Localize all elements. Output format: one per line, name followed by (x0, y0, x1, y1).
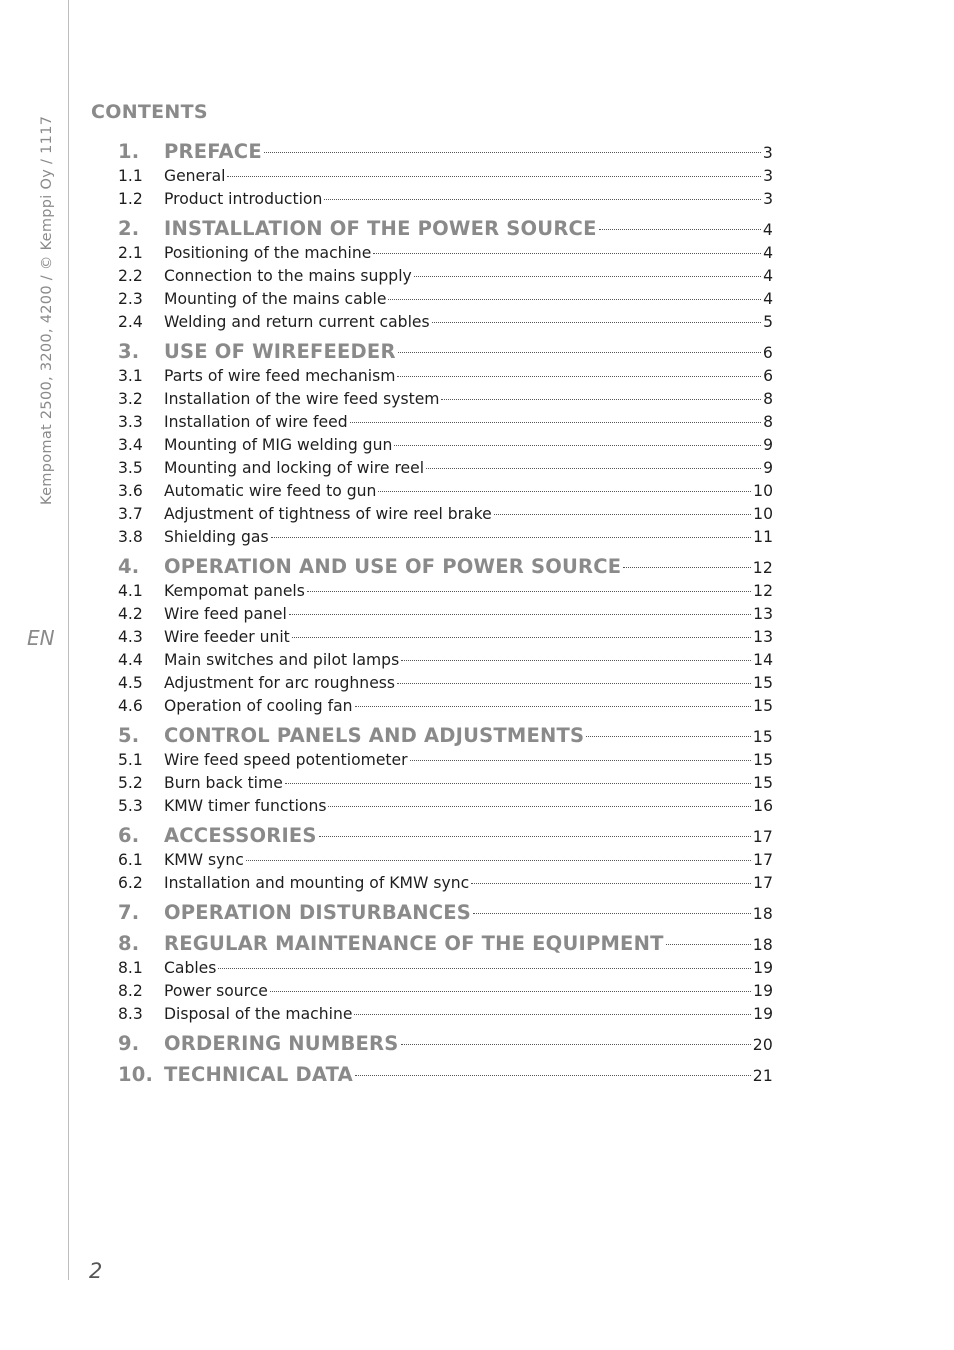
toc-section-entry[interactable] (118, 849, 773, 872)
toc-entry-number: 10. (118, 1063, 154, 1086)
toc-entry-page: 9 (763, 459, 773, 477)
dot-leader (355, 706, 752, 707)
toc-section-entry[interactable] (118, 434, 773, 457)
margin-rule (68, 0, 69, 1280)
dot-leader (623, 567, 750, 568)
toc-entry-number: 3.4 (118, 436, 143, 454)
page-number: 2 (89, 1259, 103, 1283)
toc-entry-number: 3.7 (118, 505, 143, 523)
toc-section-entry[interactable] (118, 603, 773, 626)
toc-chapter-entry[interactable] (118, 217, 773, 242)
toc-entry-page: 10 (753, 482, 773, 500)
dot-leader (586, 736, 750, 737)
dot-leader (397, 376, 761, 377)
toc-entry-number: 2.3 (118, 290, 143, 308)
toc-section-entry[interactable] (118, 957, 773, 980)
toc-section-entry[interactable] (118, 503, 773, 526)
toc-entry-page: 15 (753, 674, 773, 692)
dot-leader (271, 537, 752, 538)
toc-section-entry[interactable] (118, 580, 773, 603)
toc-section-entry[interactable] (118, 795, 773, 818)
toc-chapter-entry[interactable] (118, 1032, 773, 1057)
toc-entry-title: Mounting of MIG welding gun (164, 436, 393, 454)
toc-entry-title: Wire feed panel (164, 605, 287, 623)
toc-entry-number: 7. (118, 901, 140, 924)
toc-entry-page: 15 (752, 728, 773, 746)
dot-leader (401, 1044, 751, 1045)
toc-entry-page: 10 (753, 505, 773, 523)
dot-leader (414, 276, 761, 277)
toc-section-entry[interactable] (118, 311, 773, 334)
toc-entry-title: Connection to the mains supply (164, 267, 412, 285)
toc-entry-number: 2.1 (118, 244, 143, 262)
toc-entry-page: 19 (753, 982, 773, 1000)
toc-entry-number: 5. (118, 724, 140, 747)
toc-entry-title: INSTALLATION OF THE POWER SOURCE (164, 217, 597, 240)
toc-entry-page: 15 (753, 774, 773, 792)
dot-leader (471, 883, 751, 884)
toc-entry-page: 4 (762, 221, 773, 239)
document-identifier: Kempomat 2500, 3200, 4200 / © Kemppi Oy / 1117 (39, 115, 55, 505)
toc-chapter-entry[interactable] (118, 340, 773, 365)
toc-entry-page: 15 (753, 697, 773, 715)
language-code: EN (27, 626, 55, 650)
toc-entry-page: 19 (753, 959, 773, 977)
toc-entry-title: TECHNICAL DATA (164, 1063, 353, 1086)
contents-heading: CONTENTS (91, 101, 208, 123)
toc-entry-number: 2.2 (118, 267, 143, 285)
dot-leader (264, 152, 761, 153)
toc-entry-page: 4 (763, 290, 773, 308)
toc-section-entry[interactable] (118, 749, 773, 772)
toc-entry-number: 4.4 (118, 651, 143, 669)
toc-section-entry[interactable] (118, 165, 773, 188)
toc-section-entry[interactable] (118, 480, 773, 503)
toc-section-entry[interactable] (118, 457, 773, 480)
toc-section-entry[interactable] (118, 1003, 773, 1026)
toc-entry-title: Adjustment of tightness of wire reel brake (164, 505, 492, 523)
toc-entry-number: 2. (118, 217, 140, 240)
toc-entry-number: 3.1 (118, 367, 143, 385)
toc-entry-number: 4.2 (118, 605, 143, 623)
dot-leader (494, 514, 751, 515)
toc-chapter-entry[interactable] (118, 1063, 773, 1088)
toc-entry-title: Product introduction (164, 190, 323, 208)
dot-leader (319, 836, 751, 837)
toc-chapter-entry[interactable] (118, 901, 773, 926)
toc-entry-number: 8.3 (118, 1005, 143, 1023)
toc-section-entry[interactable] (118, 242, 773, 265)
toc-entry-number: 3.3 (118, 413, 143, 431)
dot-leader (410, 760, 752, 761)
toc-entry-page: 3 (763, 190, 773, 208)
toc-entry-title: Burn back time (164, 774, 283, 792)
toc-section-entry[interactable] (118, 411, 773, 434)
toc-entry-page: 18 (752, 905, 773, 923)
toc-entry-title: Mounting and locking of wire reel (164, 459, 425, 477)
dot-leader (354, 1014, 751, 1015)
dot-leader (227, 176, 761, 177)
toc-entry-title: Operation of cooling fan (164, 697, 353, 715)
dot-leader (388, 299, 761, 300)
toc-entry-number: 3.6 (118, 482, 143, 500)
toc-section-entry[interactable] (118, 872, 773, 895)
toc-entry-number: 6. (118, 824, 140, 847)
toc-entry-page: 20 (752, 1036, 773, 1054)
toc-entry-number: 4.1 (118, 582, 143, 600)
dot-leader (289, 614, 751, 615)
toc-entry-page: 17 (753, 874, 773, 892)
toc-entry-number: 8.2 (118, 982, 143, 1000)
dot-leader (401, 660, 751, 661)
toc-entry-title: Parts of wire feed mechanism (164, 367, 396, 385)
dot-leader (218, 968, 751, 969)
toc-entry-title: Automatic wire feed to gun (164, 482, 377, 500)
toc-entry-number: 3.8 (118, 528, 143, 546)
toc-entry-number: 5.1 (118, 751, 143, 769)
toc-entry-title: OPERATION AND USE OF POWER SOURCE (164, 555, 622, 578)
toc-entry-page: 17 (752, 828, 773, 846)
toc-entry-title: General (164, 167, 226, 185)
toc-section-entry[interactable] (118, 188, 773, 211)
toc-entry-page: 21 (752, 1067, 773, 1085)
toc-entry-number: 5.3 (118, 797, 143, 815)
toc-entry-page: 13 (753, 628, 773, 646)
toc-section-entry[interactable] (118, 980, 773, 1003)
dot-leader (666, 944, 751, 945)
toc-entry-title: CONTROL PANELS AND ADJUSTMENTS (164, 724, 585, 747)
toc-entry-page: 4 (763, 244, 773, 262)
dot-leader (378, 491, 751, 492)
toc-chapter-entry[interactable] (118, 724, 773, 749)
toc-section-entry[interactable] (118, 526, 773, 549)
dot-leader (441, 399, 761, 400)
toc-entry-number: 8. (118, 932, 140, 955)
toc-entry-number: 1.2 (118, 190, 143, 208)
toc-entry-title: Disposal of the machine (164, 1005, 353, 1023)
toc-entry-title: KMW sync (164, 851, 244, 869)
toc-entry-page: 17 (753, 851, 773, 869)
toc-entry-number: 3. (118, 340, 140, 363)
toc-entry-number: 4.6 (118, 697, 143, 715)
dot-leader (285, 783, 751, 784)
dot-leader (270, 991, 751, 992)
toc-entry-number: 5.2 (118, 774, 143, 792)
toc-entry-number: 3.2 (118, 390, 143, 408)
toc-entry-page: 13 (753, 605, 773, 623)
toc-entry-number: 3.5 (118, 459, 143, 477)
toc-entry-page: 5 (763, 313, 773, 331)
toc-entry-page: 8 (763, 390, 773, 408)
toc-entry-title: Mounting of the mains cable (164, 290, 387, 308)
toc-entry-title: Kempomat panels (164, 582, 305, 600)
dot-leader (246, 860, 751, 861)
toc-section-entry[interactable] (118, 365, 773, 388)
toc-section-entry[interactable] (118, 265, 773, 288)
toc-entry-page: 6 (762, 344, 773, 362)
toc-entry-title: Shielding gas (164, 528, 269, 546)
toc-entry-number: 6.2 (118, 874, 143, 892)
toc-entry-page: 8 (763, 413, 773, 431)
dot-leader (324, 199, 761, 200)
toc-entry-page: 11 (753, 528, 773, 546)
toc-entry-title: Wire feeder unit (164, 628, 290, 646)
toc-entry-title: Installation of wire feed (164, 413, 348, 431)
toc-entry-page: 9 (763, 436, 773, 454)
toc-entry-title: OPERATION DISTURBANCES (164, 901, 472, 924)
toc-section-entry[interactable] (118, 672, 773, 695)
toc-entry-page: 12 (752, 559, 773, 577)
toc-entry-page: 3 (763, 167, 773, 185)
toc-section-entry[interactable] (118, 626, 773, 649)
toc-chapter-entry[interactable] (118, 824, 773, 849)
toc-entry-number: 9. (118, 1032, 140, 1055)
toc-entry-page: 6 (763, 367, 773, 385)
dot-leader (373, 253, 761, 254)
toc-entry-number: 8.1 (118, 959, 143, 977)
toc-entry-title: Installation of the wire feed system (164, 390, 440, 408)
dot-leader (350, 422, 761, 423)
toc-entry-page: 14 (753, 651, 773, 669)
toc-entry-page: 18 (752, 936, 773, 954)
toc-section-entry[interactable] (118, 288, 773, 311)
toc-entry-page: 16 (753, 797, 773, 815)
toc-entry-number: 6.1 (118, 851, 143, 869)
toc-entry-title: PREFACE (164, 140, 262, 163)
toc-entry-title: KMW timer functions (164, 797, 327, 815)
toc-chapter-entry[interactable] (118, 932, 773, 957)
toc-entry-title: Positioning of the machine (164, 244, 372, 262)
toc-entry-page: 19 (753, 1005, 773, 1023)
toc-section-entry[interactable] (118, 772, 773, 795)
toc-entry-page: 3 (762, 144, 773, 162)
dot-leader (355, 1075, 751, 1076)
toc-entry-title: Wire feed speed potentiometer (164, 751, 408, 769)
dot-leader (397, 683, 751, 684)
toc-entry-number: 4.5 (118, 674, 143, 692)
toc-entry-number: 4.3 (118, 628, 143, 646)
toc-entry-page: 4 (763, 267, 773, 285)
toc-entry-title: Installation and mounting of KMW sync (164, 874, 470, 892)
toc-section-entry[interactable] (118, 388, 773, 411)
toc-entry-number: 1.1 (118, 167, 143, 185)
table-of-contents (118, 140, 773, 1088)
toc-entry-page: 12 (753, 582, 773, 600)
toc-entry-title: Adjustment for arc roughness (164, 674, 396, 692)
toc-entry-number: 4. (118, 555, 140, 578)
toc-entry-title: Main switches and pilot lamps (164, 651, 400, 669)
toc-chapter-entry[interactable] (118, 555, 773, 580)
dot-leader (394, 445, 761, 446)
toc-entry-number: 1. (118, 140, 140, 163)
toc-entry-page: 15 (753, 751, 773, 769)
toc-entry-title: REGULAR MAINTENANCE OF THE EQUIPMENT (164, 932, 664, 955)
toc-section-entry[interactable] (118, 649, 773, 672)
dot-leader (328, 806, 751, 807)
toc-entry-number: 2.4 (118, 313, 143, 331)
toc-chapter-entry[interactable] (118, 140, 773, 165)
dot-leader (292, 637, 751, 638)
dot-leader (426, 468, 761, 469)
dot-leader (307, 591, 751, 592)
toc-entry-title: Welding and return current cables (164, 313, 430, 331)
toc-entry-title: Cables (164, 959, 217, 977)
dot-leader (432, 322, 761, 323)
toc-entry-title: Power source (164, 982, 268, 1000)
toc-section-entry[interactable] (118, 695, 773, 718)
toc-entry-title: ACCESSORIES (164, 824, 317, 847)
dot-leader (473, 913, 751, 914)
dot-leader (398, 352, 761, 353)
toc-entry-title: USE OF WIREFEEDER (164, 340, 396, 363)
toc-entry-title: ORDERING NUMBERS (164, 1032, 399, 1055)
dot-leader (599, 229, 761, 230)
